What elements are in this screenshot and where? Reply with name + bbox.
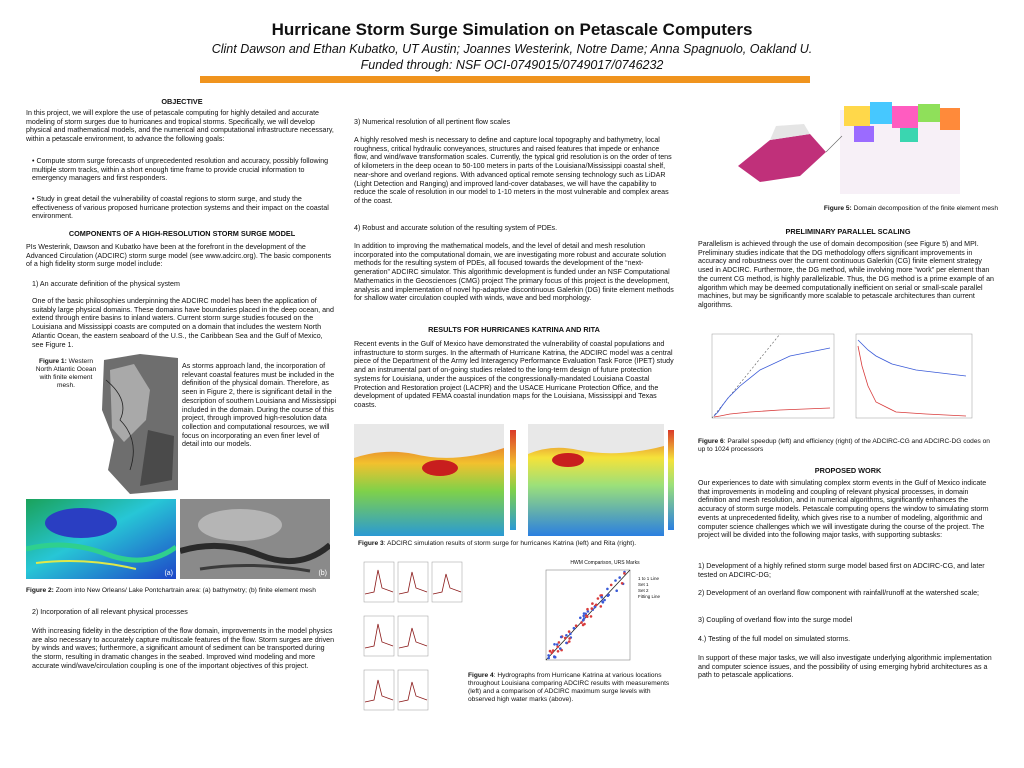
results-heading: RESULTS FOR HURRICANES KATRINA AND RITA bbox=[428, 325, 600, 334]
task-2: 2) Development of an overland flow component with rainfall/runoff at the watershed scale; bbox=[698, 589, 980, 597]
scatter-point bbox=[580, 621, 583, 624]
figure-2b-mesh bbox=[180, 499, 330, 579]
legend-entry: 1 to 1 Line bbox=[638, 576, 660, 581]
closing-text: In support of these major tasks, we will also investigate underlying algorithmic implementation and computer science issues, and the possibility of using emerging hybrid architectures as a path to petascale applications. bbox=[698, 654, 992, 680]
scatter-point bbox=[600, 605, 603, 608]
figure-2b-tag: (b) bbox=[318, 570, 327, 577]
figure-4-scatter-legend bbox=[638, 576, 660, 600]
legend-entry: Set 1 bbox=[638, 582, 649, 587]
scatter-point bbox=[553, 643, 556, 646]
scatter-point bbox=[547, 657, 550, 660]
scatter-point bbox=[560, 636, 563, 639]
scatter-point bbox=[607, 594, 610, 597]
scatter-point bbox=[556, 646, 559, 649]
scatter-point bbox=[547, 654, 550, 657]
figure-1-mesh-image bbox=[100, 350, 180, 496]
scatter-point bbox=[552, 649, 555, 652]
figure-6-caption: Figure 6: Parallel speedup (left) and efficiency (right) of the ADCIRC-CG and ADCIRC-DG codes on up to 1024 processors bbox=[698, 438, 990, 453]
scatter-point bbox=[565, 634, 568, 637]
figure-3-rita-map bbox=[528, 424, 678, 536]
scatter-point bbox=[564, 637, 567, 640]
scatter-point bbox=[606, 588, 609, 591]
accent-bar bbox=[200, 76, 810, 83]
components-heading: COMPONENTS OF A HIGH-RESOLUTION STORM SURGE MODEL bbox=[68, 229, 296, 238]
item1-heading: 1) An accurate definition of the physical system bbox=[32, 280, 180, 288]
bullet-icon: • bbox=[32, 195, 37, 203]
proposed-text: Our experiences to date with simulating complex storm events in the Gulf of Mexico indicate that improvements in modeling and coupling of relevant physical processes, in domain definition and mesh resolution, and in numerical algorithms, significantly enhances the accuracy of storm surge models. Petascale computing opens the window to simulating storm events at unprecedented fidelity, which gives rise to a number of modeling, algorithmic and computer science challenges which we will investigate during the course of the project. The project will be divided into the following major tasks, with supporting subtasks: bbox=[698, 479, 989, 540]
scatter-point bbox=[559, 647, 562, 650]
objective-bullet-2: • Study in great detail the vulnerability of coastal regions to storm surge, and study the effectiveness of various proposed hurricane protection systems and their impact on the coastal environment. bbox=[32, 195, 329, 221]
scatter-point bbox=[557, 650, 560, 653]
item3-heading: 3) Numerical resolution of all pertinent flow scales bbox=[354, 118, 511, 126]
figure-5-domain-decomposition bbox=[730, 96, 964, 202]
scatter-point bbox=[583, 623, 586, 626]
scatter-point bbox=[556, 643, 559, 646]
figure-6-speedup-chart bbox=[700, 326, 838, 428]
figure-5-caption: Figure 5: Domain decomposition of the finite element mesh bbox=[823, 205, 998, 212]
scatter-point bbox=[568, 640, 571, 643]
figure-4-hwm-scatter bbox=[534, 560, 676, 672]
figure-4-caption: Figure 4: Hydrographs from Hurricane Katrina at various locations throughout Louisiana comparing ADCIRC results with measurements (left) and a comparison of ADCIRC maximum surge levels with observed high water marks (above). bbox=[468, 672, 670, 703]
poster-funding: Funded through: NSF OCI-0749015/0749017/0746232 bbox=[360, 58, 664, 72]
scatter-point bbox=[575, 624, 578, 627]
scatter-point bbox=[558, 641, 561, 644]
scatter-point bbox=[583, 612, 586, 615]
objective-bullet-1: • Compute storm surge forecasts of unprecedented resolution and accuracy, possibly following multiple storm tracks, within a short enough time frame to provide crucial information to emergency managers and first responders. bbox=[32, 157, 329, 183]
figure-3-katrina-map bbox=[354, 424, 524, 536]
parallel-heading: PRELIMINARY PARALLEL SCALING bbox=[785, 227, 911, 236]
scatter-point bbox=[554, 656, 557, 659]
task-4: 4.) Testing of the full model on simulated storms. bbox=[698, 635, 851, 643]
figure-4-scatter-title: HWM Comparison, URS Marks bbox=[570, 560, 640, 566]
scatter-point bbox=[597, 597, 600, 600]
bullet-icon: • bbox=[32, 157, 37, 165]
item3-text: A highly resolved mesh is necessary to define and capture local topography and bathymetry, local roughness, critical hydraulic conveyances, structures and raised features that impede or enhance flow, and wind/wave transformation scales. Currently, the typical grid resolution is on the order of tens of kilometers in the deep ocean to 50-100 meters in parts of the Louisiana/Mississippi coastal shelf, near-shore and overland regions. With advanced optical remote sensing technology such as LiDAR (Light Detection and Ranging) and improved land-cover databases, we will have the capability to reduce the scale of resolution in our model to 1-10 meters in the most vulnerable and complex areas of the coast. bbox=[354, 136, 672, 205]
legend-entry: Fitting Line bbox=[638, 594, 661, 599]
scatter-point bbox=[591, 607, 594, 610]
figure-4-hydrographs bbox=[358, 558, 468, 718]
scatter-point bbox=[582, 615, 585, 618]
poster-authors: Clint Dawson and Ethan Kubatko, UT Austin; Joannes Westerink, Notre Dame; Anna Spagnuolo, Oakland U. bbox=[211, 42, 813, 56]
scatter-point bbox=[568, 630, 571, 633]
scatter-point bbox=[602, 601, 605, 604]
figure-6-efficiency-chart bbox=[846, 326, 976, 428]
scatter-point bbox=[591, 602, 594, 605]
scatter-point bbox=[569, 633, 572, 636]
scatter-point bbox=[600, 596, 603, 599]
scatter-point bbox=[610, 584, 613, 587]
scatter-point bbox=[590, 615, 593, 618]
figure-1-side-text: As storms approach land, the incorporation of relevant coastal features must be included in the definition of the physical domain. Therefore, as seen in Figure 2, there is significant detail in the description of southern Louisiana and Mississippi included in the domain. During the course of this project, through improved high-resolution data collection and computational resources, we will focus on incorporating an even finer level of detail into our models. bbox=[182, 362, 337, 449]
scatter-point bbox=[621, 582, 624, 585]
scatter-point bbox=[587, 610, 590, 613]
scatter-point bbox=[615, 589, 618, 592]
objective-text: In this project, we will explore the use of petascale computing for highly detailed and accurate modeling of storm surges due to hurricanes and tropical storms. Specifically, we will develop physical and mathematical models, and the numerical and computational infrastructure necessary, within a petascale environment, to advance the following goals: bbox=[26, 109, 334, 144]
scatter-point bbox=[623, 572, 626, 575]
objective-heading: OBJECTIVE bbox=[161, 97, 203, 106]
poster-title: Hurricane Storm Surge Simulation on Petascale Computers bbox=[271, 20, 753, 39]
proposed-heading: PROPOSED WORK bbox=[814, 466, 882, 475]
scatter-point bbox=[583, 617, 586, 620]
task-3: 3) Coupling of overland flow into the surge model bbox=[698, 616, 853, 624]
scatter-point bbox=[614, 579, 617, 582]
scatter-point bbox=[573, 627, 576, 630]
scatter-point bbox=[585, 614, 588, 617]
item1-text: One of the basic philosophies underpinning the ADCIRC model has been the application of suitably large physical domains. These domains have boundaries placed in the deep ocean, and extend through entire basins to inland waters. Current storm surge studies focused on the Louisiana and Mississippi coasts are computed on a domain that includes the western North Atlantic Ocean, the eastern seaboard of the U.S., the Caribbean Sea and the Gulf of Mexico, see Figure 1. bbox=[32, 297, 334, 349]
scatter-point bbox=[603, 599, 606, 602]
figure-1-caption: Figure 1: Western North Atlantic Ocean with finite element mesh. bbox=[35, 358, 97, 389]
figure-2a-bathymetry bbox=[26, 499, 176, 579]
item2-text: With increasing fidelity in the description of the flow domain, improvements in the model physics are also necessary to accurately capture multiscale features of the flow. Storm surges are driven by winds and waves; furthermore, a significant amount of sediment can be transported during the storm, resulting in dramatic changes in the seabed. Improved wind modeling and more accurate wind/wave/circulation coupling is one of the important objectives of this project. bbox=[32, 627, 335, 670]
results-text: Recent events in the Gulf of Mexico have demonstrated the vulnerability of coastal populations and infrastructure to storm surges. In the aftermath of Hurricane Katrina, the ADCIRC model was a central piece of the Department of the Army led Interagency Performance Evaluation Task Force (IPET) study and an instrumental part of on-going studies related to the long-term design of future protection systems for Louisiana, under the auspices of the congressionally-mandated Louisiana Coastal Protection and Restoration project (LACPR) and the USACE Hurricane Protection Office, and the development of updated FEMA coastal inundation maps for the Louisiana, Mississippi and Texas coasts. bbox=[354, 340, 674, 409]
scatter-point bbox=[568, 637, 571, 640]
scatter-point bbox=[586, 608, 589, 611]
scatter-point bbox=[594, 606, 597, 609]
item4-text: In addition to improving the mathematical models, and the level of detail and mesh resolution incorporated into the computational domain, we are investigating more robust and accurate solution methods for the resulting system of PDEs, all focused towards the development of the “next-generation” ADCIRC simulator. This algorithmic development is funded under an NSF Computational Mathematics in the Geosciences (CMG) project The primary focus of this project is the development, analysis and implementation of novel hp-adaptive discontinuous Galerkin (DG) finite element methods for shallow water circulation coupled with winds, wave and bed morphology. bbox=[354, 242, 674, 303]
scatter-point bbox=[579, 617, 582, 620]
item4-heading: 4) Robust and accurate solution of the resulting system of PDEs. bbox=[354, 224, 558, 232]
task-1: 1) Development of a highly refined storm surge model based first on ADCIRC-CG, and later tested on ADCIRC-DG; bbox=[698, 562, 985, 579]
scatter-point bbox=[618, 576, 621, 579]
scatter-point bbox=[565, 642, 568, 645]
scatter-point bbox=[549, 650, 552, 653]
legend-entry: Set 2 bbox=[638, 588, 649, 593]
figure-3-caption: Figure 3: ADCIRC simulation results of storm surge for hurricanes Katrina (left) and Rita (right). bbox=[358, 540, 637, 547]
components-text: PIs Westerink, Dawson and Kubatko have been at the forefront in the development of the Advanced Circulation (ADCIRC) storm surge model (see www.adcirc.org). The basic components of a high fidelity storm surge model include: bbox=[26, 243, 332, 269]
parallel-text: Parallelism is achieved through the use of domain decomposition (see Figure 5) and MPI. Preliminary studies indicate that the DG methodology offers significant improvements in accuracy and robustness over the current continuous Galerkin (CG) finite element strategy used in ADCIRC. Furthermore, the DG method, while involving more “work” per element than the current CG method, is highly parallelizable. Thus, the DG method is a prime example of an algorithm which may be deemed computationally inefficient on serial or small-scale parallel machines, but may be significantly more scalable to petascale architectures than current algorithms. bbox=[698, 240, 994, 309]
figure-2a-tag: (a) bbox=[164, 570, 173, 577]
figure-2-caption: Figure 2: Zoom into New Orleans/ Lake Pontchartrain area: (a) bathymetry; (b) finite element mesh bbox=[26, 587, 316, 594]
item2-heading: 2) Incorporation of all relevant physical processes bbox=[32, 608, 188, 616]
